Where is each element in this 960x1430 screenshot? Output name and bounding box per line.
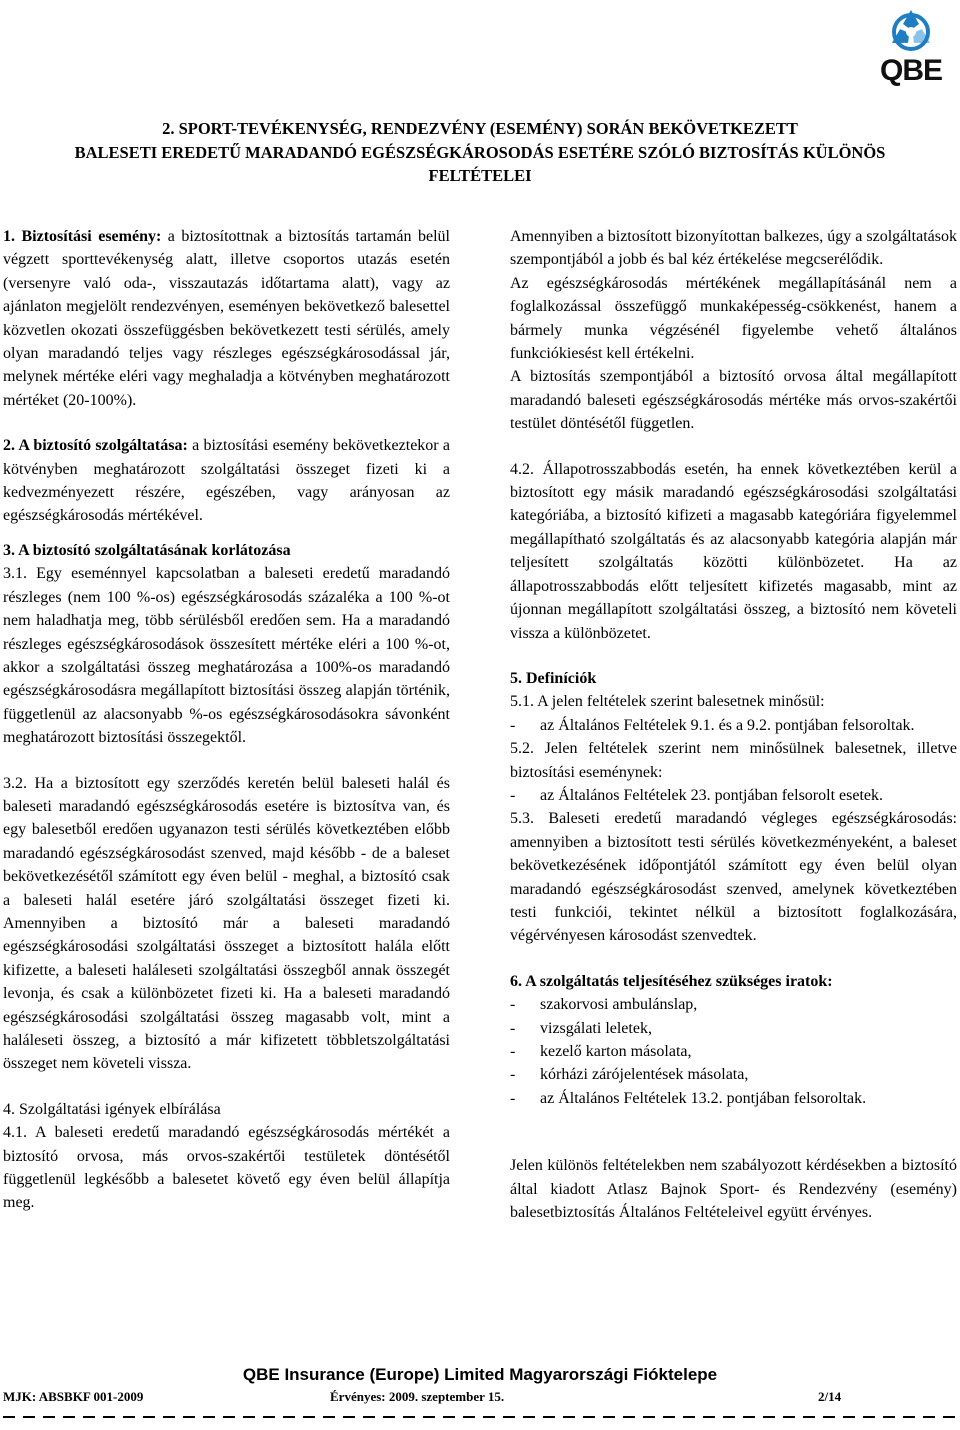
section-5-3: 5.3. Baleseti eredetű maradandó végleges egészségkárosodás: amennyiben a biztosított testi sérülés következményeként, a baleset bekövetkezésének időpontjától számított egy éven belül olyan maradandó egészségkárosodást szenved, amelynek következtében testi funkciói, tekintet nélkül a biztosított foglalkozására, végérvényesen károsodást szenvedtek.: [510, 810, 957, 945]
footer-company: QBE Insurance (Europe) Limited Magyarországi Fióktelepe: [242, 1365, 718, 1384]
list-dash: -: [510, 1066, 516, 1084]
list-item: [510, 993, 957, 1016]
left-column: [3, 225, 450, 1215]
section-2-text: a biztosítási esemény bekövetkeztekor a kötvényben meghatározott szolgáltatási összeget fizeti ki a kedvezményezett részére, egészében, vagy arányosan az egészségkárosodás mértékével.: [3, 437, 450, 525]
doctor-paragraph: A biztosítás szempontjából a biztosító orvosa által megállapított maradandó baleseti egészségkárosodás mértéke más orvos-szakértői testület döntésétől független.: [510, 368, 957, 433]
section-6-heading: 6. A szolgáltatás teljesítéséhez szükséges iratok:: [510, 972, 833, 990]
document-item: kezelő karton másolata,: [540, 1043, 692, 1060]
section-4-2: 4.2. Állapotrosszabbodás esetén, ha ennek következtében kerül a biztosított egy másik maradandó egészségkárosodási szolgáltatási kategóriába, a biztosító kifizeti a magasabb kategóriára figyelemmel megállapítható szolgáltatás és az alacsonyabb kategória alapján már teljesített szolgáltatás közötti különbözetet. Ha az állapotrosszabbodás előtt teljesített kifizetés magasabb, mint az újonnan megállapított szolgáltatási összeg, a biztosító nem követeli vissza a különbözetet.: [510, 460, 957, 642]
title-line-2: BALESETI EREDETŰ MARADANDÓ EGÉSZSÉGKÁROSODÁS ESETÉRE SZÓLÓ BIZTOSÍTÁS KÜLÖNÖS: [74, 142, 886, 162]
section-3-2: 3.2. Ha a biztosított egy szerződés keretén belül baleseti halál és baleseti maradandó egészségkárosodás esetére is biztosítva van, és egy balesetből eredően ugyanazon testi sérülés következtében előbb maradandó egészségkárosodást szenved, majd később - de a baleset bekövetkezésétől számított egy éven belül - meghal, a biztosító csak a baleseti halál esetére járó szolgáltatási összeget fizeti ki. Amennyiben a biztosító már a baleseti maradandó egészségkárosodási szolgáltatási összeget a biztosított halála előtt kifizette, a baleseti haláleseti szolgáltatási összegből annak összegét levonja, és csak a különbözetet fizeti ki. Ha a baleseti maradandó egészségkárosodási szolgáltatási összeg magasabb volt, mint a haláleseti összeg, a biztosító a már kifizetett többletszolgáltatási összeget nem követeli vissza.: [3, 774, 450, 1073]
section-5-1-item: az Általános Feltételek 9.1. és a 9.2. pontjában felsoroltak.: [540, 716, 915, 734]
document-title: [0, 117, 960, 188]
qbe-star-icon: [878, 8, 944, 56]
list-item: [510, 714, 957, 737]
footer-valid: Érvényes: 2009. szeptember 15.: [330, 1389, 505, 1404]
logo-text: QBE: [879, 54, 942, 87]
list-item: [510, 1040, 957, 1063]
section-5-heading: 5. Definíciók: [510, 669, 597, 687]
section-3-heading: 3. A biztosító szolgáltatásának korlátozása: [3, 541, 291, 559]
list-item: [510, 1087, 957, 1110]
document-item: vizsgálati leletek,: [540, 1019, 652, 1037]
document-item: szakorvosi ambulánslap,: [540, 996, 698, 1014]
title-line-3: FELTÉTELEI: [428, 166, 532, 185]
section-5-1: 5.1. A jelen feltételek szerint balesetnek minősül:: [510, 693, 825, 711]
list-dash: -: [510, 996, 516, 1014]
list-item: [510, 784, 957, 807]
list-dash: -: [510, 1043, 516, 1060]
footer-code: MJK: ABSBKF 001-2009: [3, 1389, 144, 1404]
list-item: [510, 1017, 957, 1040]
title-line-1: 2. SPORT-TEVÉKENYSÉG, RENDEZVÉNY (ESEMÉNY) SORÁN BEKÖVETKEZETT: [162, 119, 798, 138]
assessment-paragraph: Az egészségkárosodás mértékének megállapításánál nem a foglalkozással összefüggő munkaképesség-csökkenést, hanem a bármely munka végzésénél figyelembe vehető általános funkciókiesést kell értékelni.: [510, 274, 957, 363]
section-5-2: 5.2. Jelen feltételek szerint nem minősülnek balesetnek, illetve biztosítási eseménynek:: [510, 740, 957, 781]
qbe-logo: [878, 8, 944, 86]
closing-paragraph: Jelen különös feltételekben nem szabályozott kérdésekben a biztosító által kiadott Atlasz Bajnok Sport- és Rendezvény (esemény) balesetbiztosítás Általános Feltételeivel együtt érvényes.: [510, 1157, 957, 1222]
footer-divider: [3, 1416, 958, 1418]
section-1: [3, 225, 450, 412]
required-documents-list: [510, 993, 957, 1110]
section-3-1: 3.1. Egy eseménnyel kapcsolatban a baleseti eredetű maradandó részleges (nem 100 %-os) egészségkárosodás százaléka a 100 %-ot nem haladhatja meg, több sérülésből eredően sem. Ha a maradandó részleges egészségkárosodások összesített mértéke eléri a 100 %-ot, akkor a szolgáltatási összeg meghatározása a 100%-os maradandó egészségkárosodásra megállapított biztosítási összeg alapján történik, függetlenül az alacsonyabb %-os egészségkárosodásokra sávonként meghatározott biztosítási összegektől.: [3, 565, 450, 747]
section-1-text: a biztosítottnak a biztosítás tartamán belül végzett sporttevékenység alatt, illetve csoportos utazás esetén (versenyre való oda-, visszautazás időtartama alatt), vagy az ajánlaton megjelölt rendezvényen, eseményen bekövetkező balesettel közvetlen okozati összefüggésben bekövetkezett testi sérülés, amely olyan maradandó teljes vagy részleges egészségkárosodással jár, melynek mértéke eléri vagy meghaladja a kötvényben meghatározott mértéket (20-100%).: [3, 228, 451, 409]
list-dash: -: [510, 1019, 516, 1037]
document-item: kórházi zárójelentések másolata,: [540, 1066, 749, 1084]
section-2-label: 2. A biztosító szolgáltatása:: [3, 437, 188, 455]
section-4-heading: 4. Szolgáltatási igények elbírálása: [3, 1100, 221, 1118]
section-5-2-item: az Általános Feltételek 23. pontjában felsorolt esetek.: [540, 786, 883, 804]
section-2: [3, 434, 450, 528]
list-item: [510, 1063, 957, 1086]
section-4-1: 4.1. A baleseti eredetű maradandó egészségkárosodás mértékét a biztosító orvosa, más orvos-szakértői testületek döntésétől függetlenül legkésőbb a balesetet követő egy éven belül állapítja meg.: [3, 1124, 450, 1212]
document-item: az Általános Feltételek 13.2. pontjában felsoroltak.: [540, 1089, 867, 1107]
left-handed-paragraph: Amennyiben a biztosított bizonyítottan balkezes, úgy a szolgáltatások szempontjából a jobb és bal kéz értékelése megcserélődik.: [510, 228, 957, 269]
list-dash: -: [510, 716, 516, 734]
footer-page: 2/14: [818, 1389, 842, 1404]
list-dash: -: [510, 1089, 516, 1107]
section-1-label: 1. Biztosítási esemény:: [3, 228, 162, 245]
list-dash: -: [510, 786, 516, 804]
right-column: [510, 225, 957, 1224]
